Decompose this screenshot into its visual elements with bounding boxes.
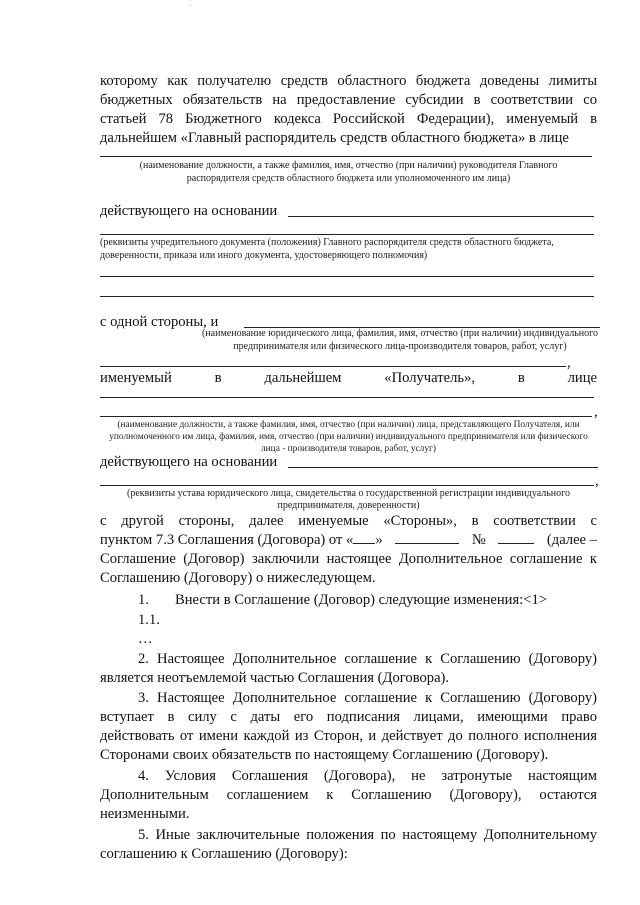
named-word-1: именуемый (100, 370, 172, 386)
named-word-4: «Получатель», (384, 370, 475, 386)
item-1-1: 1.1. (138, 612, 160, 628)
named-word-3: дальнейшем (264, 370, 342, 386)
other-side-line-2 (100, 531, 597, 550)
caption-recipient-line-2: предпринимателя или физического лица-производителя товаров, работ, услуг) (233, 341, 567, 352)
item-5-line-2: соглашению к Соглашению (Договору): (100, 846, 348, 862)
blank-line-basis-1[interactable] (100, 234, 594, 235)
blank-line-head[interactable] (100, 156, 592, 157)
blank-line-basis-4[interactable] (100, 485, 594, 486)
caption-representative-line-1: (наименование должности, а также фамилия, имя, отчество (при наличии) лица, представляющего Получателя, или (117, 420, 580, 430)
item-4-line-1: 4. Условия Соглашения (Договора), не затронутые настоящим (138, 768, 597, 784)
agreement-number-sign: № (471, 532, 486, 548)
item-1-number: 1. (138, 592, 149, 608)
item-2-line-1: 2. Настоящее Дополнительное соглашение к Соглашению (Договору) (138, 651, 597, 667)
item-3-line-1: 3. Настоящее Дополнительное соглашение к Соглашению (Договору) (138, 690, 597, 706)
scan-speck (190, 5, 191, 6)
other-side-line-1: с другой стороны, далее именуемые «Стороны», в соответствии с (100, 513, 597, 529)
item-3-line-3: действовать от имени каждой из Сторон, и действует до полного исполнения (100, 728, 597, 744)
caption-basis-line-1: (реквизиты учредительного документа (положения) Главного распорядителя средств областного бюджета, (100, 237, 554, 248)
caption-recipient-line-1: (наименование юридического лица, фамилия, имя, отчество (при наличии) индивидуального (201, 328, 598, 339)
item-ellipsis: … (138, 631, 153, 647)
item-1-text: Внести в Соглашение (Договор) следующие изменения:<1> (175, 592, 548, 608)
caption-charter-line-1: (реквизиты устава юридического лица, свидетельства о государственной регистрации индивидуального (126, 488, 570, 499)
acting-basis-blank-1[interactable] (288, 216, 594, 217)
caption-charter-line-2: предпринимателя, доверенности) (277, 500, 420, 511)
intro-line-4: дальнейшем «Главный распорядитель средств областного бюджета» в лице (100, 130, 569, 146)
caption-head-line-2: распорядителя средств областного бюджета или уполномоченного им лица) (186, 173, 511, 184)
caption-basis-line-2: доверенности, приказа или иного документа, удостоверяющего полномочия) (100, 250, 428, 261)
other-side-line-4: Соглашению (Договору) о нижеследующем. (100, 570, 376, 586)
agreement-number-blank[interactable] (498, 531, 534, 544)
one-side-label: с одной стороны, и (100, 314, 219, 330)
agreement-date-text: пунктом 7.3 Соглашения (Договора) от « » (100, 532, 383, 548)
representative-blank-1[interactable] (100, 397, 594, 398)
item-3-line-2: вступает в силу с даты его подписания лицами, имеющими право (100, 709, 597, 725)
blank-line-basis-3[interactable] (100, 296, 594, 297)
acting-basis-label-2: действующего на основании (100, 454, 278, 470)
representative-blank-2[interactable] (100, 416, 592, 417)
named-recipient-row (100, 369, 597, 388)
item-5-line-1: 5. Иные заключительные положения по настоящему Дополнительному (138, 827, 597, 843)
comma-2: , (594, 404, 598, 420)
intro-line-3: статьей 78 Бюджетного кодекса Российской Федерации), именуемый в (100, 111, 597, 127)
item-4-line-3: неизменными. (100, 806, 190, 822)
comma-3: , (595, 473, 599, 489)
comma-1: , (567, 355, 571, 371)
named-word-6: лице (567, 370, 597, 386)
named-word-5: в (517, 370, 525, 386)
blank-line-basis-2[interactable] (100, 276, 594, 277)
caption-head-line-1: (наименование должности, а также фамилия, имя, отчество (при наличии) руководителя Главного (139, 160, 558, 171)
other-side-line-3: Соглашение (Договор) заключили настоящее Дополнительное соглашение к (100, 551, 597, 567)
item-3-line-4: Сторонами своих обязательств по настоящему Соглашению (Договору). (100, 747, 549, 763)
agreement-month-blank[interactable] (395, 531, 459, 544)
item-4-line-2: Дополнительным соглашением к Соглашению (Договору), остаются (100, 787, 597, 803)
caption-representative-line-3: лица - производителя товаров, работ, услуг) (260, 444, 436, 454)
recipient-name-blank-2[interactable] (100, 366, 566, 367)
acting-basis-label-1: действующего на основании (100, 203, 278, 219)
agreement-day-blank[interactable] (353, 531, 375, 544)
item-2-line-2: является неотъемлемой частью Соглашения (Договора). (100, 670, 450, 686)
hereinafter-text: (далее – (546, 532, 597, 548)
caption-representative-line-2: уполномоченного им лица, фамилия, имя, отчество (при наличии) индивидуального предпринимателя или физического (109, 432, 588, 442)
named-word-2: в (214, 370, 222, 386)
intro-line-1: которому как получателю средств областного бюджета доведены лимиты (100, 73, 597, 89)
acting-basis-blank-2[interactable] (288, 467, 598, 468)
intro-line-2: бюджетных обязательств на предоставление субсидии в соответствии со (100, 92, 597, 108)
